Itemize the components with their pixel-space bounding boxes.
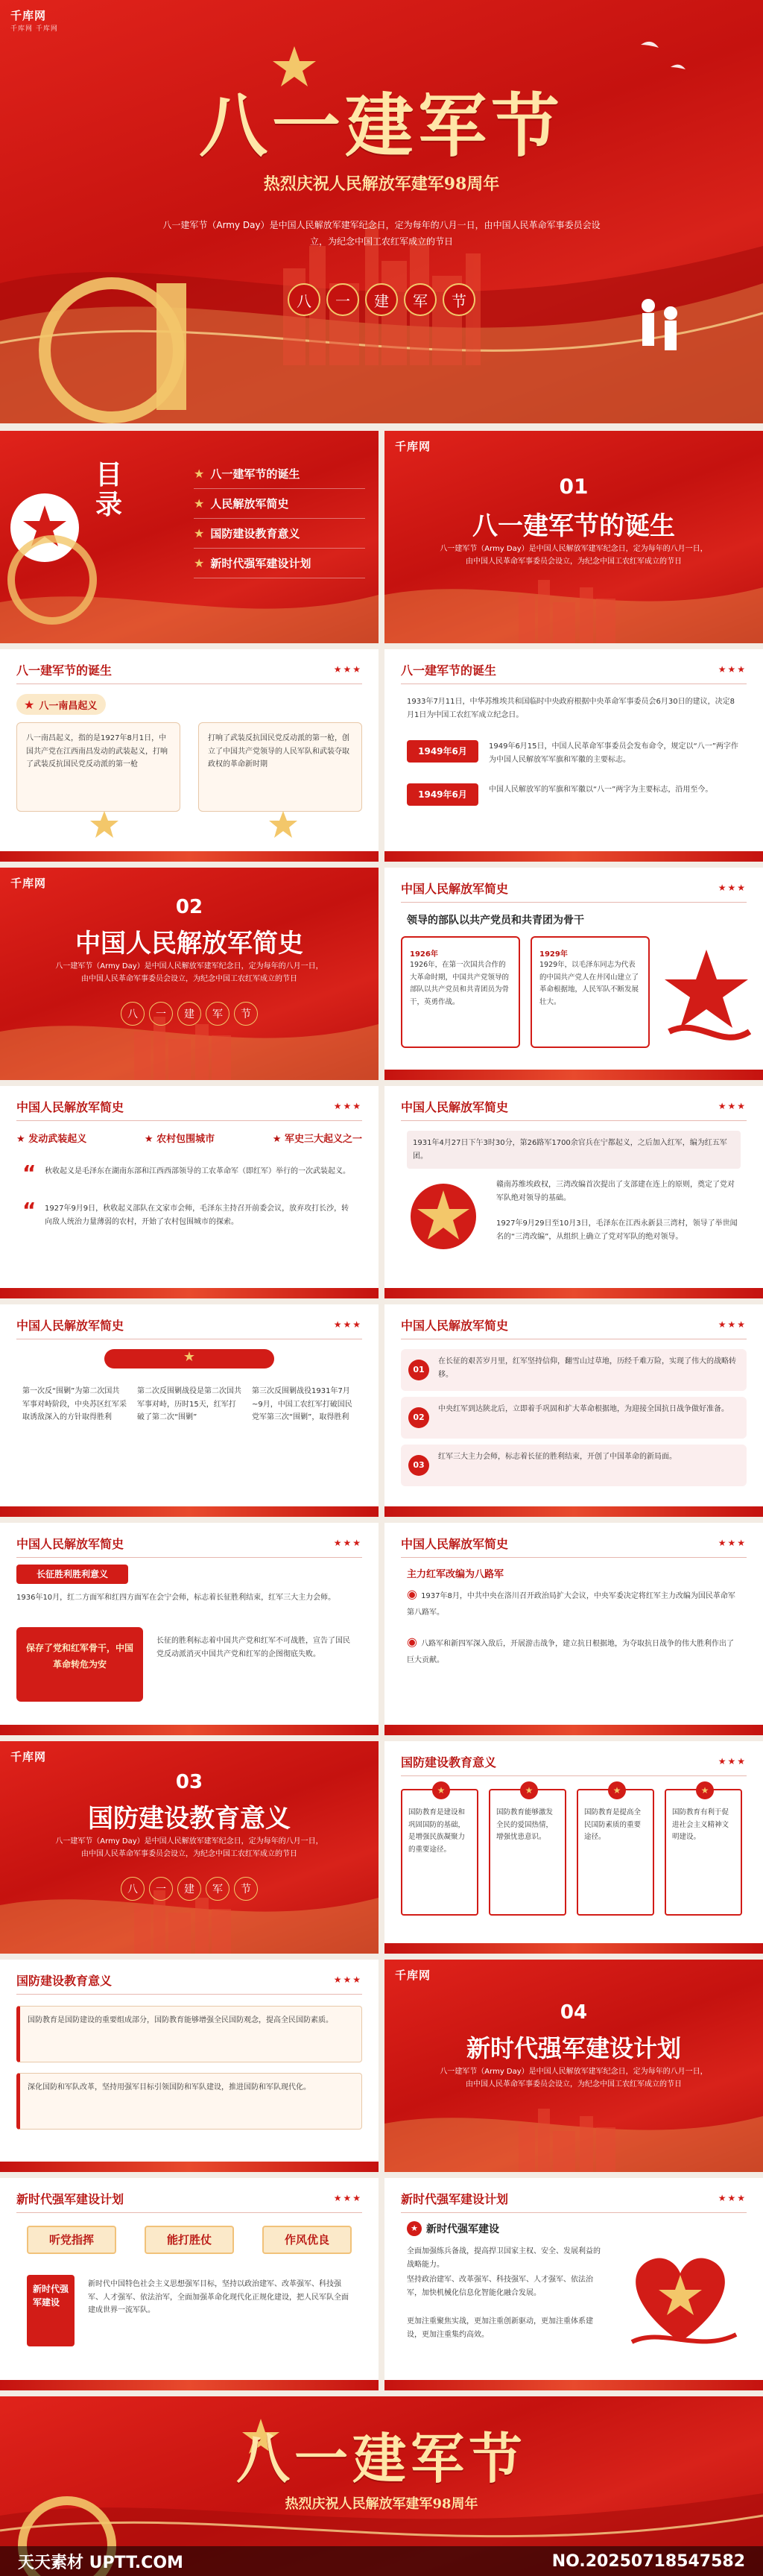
tag: ★ 发动武装起义 — [16, 1134, 87, 1145]
badge-char: 军 — [404, 283, 437, 316]
badge-char: 八 — [121, 1002, 145, 1026]
header-dots: ★★★ — [333, 1538, 362, 1548]
date-pill: 1949年6月 — [407, 740, 478, 763]
bottom-band — [0, 2380, 379, 2390]
badge-char: 八 — [288, 283, 320, 316]
badge-char: 节 — [234, 1877, 258, 1901]
section-badge — [107, 1877, 271, 1901]
card-text: 国防教育是提高全民国防素质的重要途径。 — [584, 1808, 642, 1842]
toc-item[interactable] — [194, 489, 365, 519]
item-text: 在长征的艰苦岁月里，红军坚持信仰，翻雪山过草地，历经千难万险，实现了伟大的战略转移。 — [438, 1357, 736, 1379]
section-title: 八一建军节的诞生 — [472, 511, 675, 541]
logo: 千库网 — [10, 877, 47, 890]
slide-p3 — [384, 868, 763, 1080]
slide-header: 新时代强军建设计划 — [401, 2192, 509, 2206]
cover-title: 八一建军节 — [198, 86, 564, 166]
header-dots: ★★★ — [333, 1319, 362, 1330]
star-icon: ★ — [24, 697, 35, 712]
cover-slide — [0, 0, 763, 423]
header-dots: ★★★ — [333, 664, 362, 675]
item-num: 02 — [408, 1407, 429, 1428]
item-text: 1937年8月，中共中央在洛川召开政治局扩大会议，中央军委决定将红军主力改编为国民革命军第八路军。 — [407, 1592, 735, 1617]
card — [401, 1785, 478, 1916]
section-desc: 八一建军节（Army Day）是中国人民解放军建军纪念日，定为每年的八月一日，由中国人民革命军事委员会设立，为纪念中国工农红军成立的节日 — [55, 1837, 323, 1858]
section-title: 国防建设教育意义 — [88, 1804, 291, 1834]
banner-text: 保存了党和红军骨干，中国革命转危为安 — [25, 1643, 133, 1670]
slide-p12 — [0, 2178, 379, 2390]
star-icon: ★ — [608, 1781, 626, 1799]
col-text: 第二次反围剿战役是第二次国共军事对峙，历时15天，红军打破了第二次“围剿” — [137, 1387, 241, 1421]
bottom-band — [384, 1943, 763, 1954]
badge-char: 建 — [177, 1002, 201, 1026]
header-dots: ★★★ — [718, 1101, 747, 1111]
box-text: 1926年，在第一次国共合作的大革命时期，中国共产党领导的部队以共产党员和共青团员为骨干，英勇作战。 — [410, 961, 510, 1006]
item-num: 01 — [408, 1360, 429, 1380]
slide-header: 中国人民解放军简史 — [16, 1100, 124, 1114]
bottom-band — [384, 1725, 763, 1735]
section-02-slide — [0, 868, 379, 1080]
badge-char: 军 — [206, 1002, 229, 1026]
slide-p6 — [0, 1304, 379, 1517]
card-left — [16, 722, 180, 812]
list-item — [407, 1587, 741, 1619]
subhead: 领导的部队以共产党员和共青团为骨干 — [407, 915, 584, 926]
slide-header: 国防建设教育意义 — [401, 1755, 497, 1770]
watermark-left: 天天素材 UPTT.COM — [18, 2553, 183, 2572]
bullet-icon: ◉ — [407, 1635, 417, 1649]
bullet-icon: ◉ — [407, 1587, 417, 1601]
bottom-band — [0, 1288, 379, 1298]
tag-label: 农村包围城市 — [156, 1134, 215, 1145]
item-text: 中央红军到达陕北后，立即着手巩固和扩大革命根据地，为迎接全国抗日战争做好准备。 — [438, 1405, 729, 1413]
slide-p10 — [384, 1741, 763, 1954]
badge-char: 八 — [121, 1877, 145, 1901]
col-text: 第一次反“围剿”为第二次国共军事对峙阶段，中央苏区红军采取诱敌深入的方针取得胜利 — [22, 1387, 127, 1421]
header-dots: ★★★ — [333, 1974, 362, 1985]
card-text: 国防教育有利于促进社会主义精神文明建设。 — [672, 1808, 729, 1842]
slide-header: 中国人民解放军简史 — [16, 1319, 124, 1333]
star-icon: ★ — [194, 526, 205, 540]
box-text: 深化国防和军队改革，坚持用强军目标引领国防和军队建设，推进国防和军队现代化。 — [28, 2083, 311, 2092]
header-line — [16, 2212, 362, 2213]
cover-subtitle: 热烈庆祝人民解放军建军98周年 — [263, 174, 500, 194]
toc-list — [194, 459, 365, 578]
item-num: 03 — [408, 1455, 429, 1476]
para: 长征的胜利标志着中国共产党和红军不可战胜，宣告了国民党反动派消灭中国共产党和红军的企图彻底失败。 — [156, 1637, 350, 1658]
toc-slide — [0, 431, 379, 643]
box-text: 1929年，以毛泽东同志为代表的中国共产党人在井冈山建立了革命根据地，人民军队不断发展壮大。 — [539, 961, 639, 1006]
section-number: 02 — [175, 896, 203, 918]
bottom-band — [0, 1506, 379, 1517]
star-icon: ★ — [183, 1349, 196, 1365]
slide-header: 中国人民解放军简史 — [401, 882, 509, 896]
header-line — [401, 1120, 747, 1121]
para: 全面加强练兵备战，提高捍卫国家主权、安全、发展利益的战略能力。 — [407, 2247, 601, 2269]
card — [665, 1785, 742, 1916]
row-text: 1949年6月15日，中国人民革命军事委员会发布命令，规定以“八一”两字作为中国人民解放军军旗和军徽的主要标志。 — [489, 742, 738, 764]
list-item — [407, 1635, 741, 1667]
slide-header: 八一建军节的诞生 — [16, 663, 113, 678]
red-box — [16, 1627, 143, 1702]
card — [489, 1785, 566, 1916]
ribbon-tag: 听党指挥 — [27, 2226, 116, 2254]
bottom-band — [0, 851, 379, 862]
star-icon — [89, 809, 119, 839]
slide-p8 — [0, 1523, 379, 1735]
tag-row — [16, 1131, 362, 1145]
subhead — [407, 2221, 499, 2236]
logo: 千库网 — [395, 1969, 431, 1982]
cover-decor — [0, 0, 763, 423]
info-box — [401, 936, 520, 1048]
star-icon: ★ — [194, 496, 205, 511]
logo: 千库网 — [10, 1750, 47, 1764]
star-icon: ★ — [520, 1781, 538, 1799]
slide-header: 中国人民解放军简史 — [16, 1537, 124, 1551]
slide-header: 八一建军节的诞生 — [401, 663, 497, 678]
para: 赣南苏维埃政权，三湾改编首次提出了支部建在连上的原则，奠定了党对军队绝对领导的基础。 — [496, 1181, 735, 1202]
section-desc: 八一建军节（Army Day）是中国人民解放军建军纪念日，定为每年的八月一日，由中国人民革命军事委员会设立，为纪念中国工农红军成立的节日 — [440, 2068, 708, 2089]
badge-char: 一 — [149, 1002, 173, 1026]
toc-item[interactable] — [194, 549, 365, 578]
section-number: 01 — [559, 474, 589, 499]
tag: ★ 军史三大起义之一 — [272, 1134, 362, 1145]
slide-p11 — [0, 1960, 379, 2172]
row-text: 中国人民解放军的军旗和军徽以“八一”两字为主要标志，沿用至今。 — [489, 786, 713, 794]
ribbon-tag: 作风优良 — [262, 2226, 352, 2254]
badge-char: 一 — [149, 1877, 173, 1901]
card-text: 八一南昌起义，指的是1927年8月1日，中国共产党在江西南昌发动的武装起义，打响了武装反抗国民党反动派的第一枪 — [26, 734, 168, 768]
tag-label: 发动武装起义 — [28, 1134, 87, 1145]
cover-intro: 八一建军节（Army Day）是中国人民解放军建军纪念日，定为每年的八月一日，由中国人民革命军事委员会设立，为纪念中国工农红军成立的节日 — [162, 220, 601, 247]
header-line — [401, 902, 747, 903]
col-text: 第三次反围剿战役1931年7月~9月，中国工农红军打破国民党军第三次“围剿”，取得胜利 — [252, 1387, 352, 1421]
slide-p13 — [384, 2178, 763, 2390]
quote-icon: “ — [22, 1198, 37, 1222]
header-dots: ★★★ — [718, 1538, 747, 1548]
list-item — [401, 1349, 747, 1391]
text-box — [16, 2006, 362, 2062]
badge-char: 建 — [365, 283, 398, 316]
section-01-slide — [384, 431, 763, 643]
header-line — [16, 1120, 362, 1121]
toc-item[interactable] — [194, 519, 365, 549]
header-dots: ★★★ — [718, 2193, 747, 2203]
logo: 千库网 千库网 千库网 — [10, 9, 58, 33]
header-dots: ★★★ — [718, 664, 747, 675]
outro-title: 八一建军节 — [235, 2427, 527, 2490]
para: 更加注重聚焦实战，更加注重创新驱动，更加注重体系建设，更加注重集约高效。 — [407, 2317, 593, 2339]
star-icon: ★ — [407, 2221, 422, 2236]
para: 秋收起义是毛泽东在湖南东部和江西西部领导的工农革命军（即红军）举行的一次武装起义。 — [45, 1167, 350, 1175]
slide-p7 — [384, 1304, 763, 1517]
bottom-band — [384, 1506, 763, 1517]
heart-star-icon — [617, 2230, 744, 2357]
section-03-slide — [0, 1741, 379, 1954]
slide-p2 — [384, 649, 763, 862]
section-title: 中国人民解放军简史 — [75, 929, 303, 959]
side-label-box — [27, 2275, 75, 2346]
text-box — [16, 2073, 362, 2130]
bottom-band — [384, 851, 763, 862]
slide-header: 新时代强军建设计划 — [16, 2192, 124, 2206]
section-number: 04 — [560, 2001, 588, 2024]
item-text: 红军三大主力会师，标志着长征的胜利结束，开创了中国革命的新局面。 — [438, 1453, 677, 1461]
info-box — [531, 936, 650, 1048]
list-item — [401, 1397, 747, 1439]
section-title: 新时代强军建设计划 — [466, 2034, 681, 2062]
subhead — [16, 694, 106, 715]
slide-p9 — [384, 1523, 763, 1735]
box-year: 1929年 — [539, 950, 568, 959]
para: 1936年10月，红二方面军和红四方面军在会宁会师，标志着长征胜利结束，红军三大主力会师。 — [16, 1594, 336, 1602]
slide-header: 中国人民解放军简史 — [401, 1537, 509, 1551]
list-item — [401, 1445, 747, 1486]
card — [577, 1785, 654, 1916]
logo: 千库网 — [395, 440, 431, 453]
star-ribbon-icon — [662, 942, 751, 1054]
card-right — [198, 722, 362, 812]
ribbon-tag: 能打胜仗 — [145, 2226, 234, 2254]
star-icon — [268, 809, 298, 839]
header-dots: ★★★ — [718, 1756, 747, 1767]
bottom-band — [384, 2380, 763, 2390]
tag: ★ 农村包围城市 — [144, 1134, 215, 1145]
badge-char: 建 — [177, 1877, 201, 1901]
header-dots: ★★★ — [333, 2193, 362, 2203]
subhead-pill: 长征胜利胜利意义 — [16, 1565, 128, 1584]
bottom-band — [384, 1288, 763, 1298]
card-text: 国防教育能够激发全民的爱国热情，增强忧患意识。 — [496, 1808, 554, 1842]
header-line — [16, 1557, 362, 1558]
date-pill: 1949年6月 — [407, 783, 478, 806]
star-icon: ★ — [194, 556, 205, 570]
slide-header: 中国人民解放军简史 — [401, 1100, 509, 1114]
toc-item-label: 八一建军节的诞生 — [210, 467, 300, 481]
para: 1927年9月9日，秋收起义部队在文家市会师，毛泽东主持召开前委会议，放弃攻打长沙，转向敌人统治力量薄弱的农村，开始了农村包围城市的探索。 — [45, 1205, 349, 1226]
star-icon: ★ — [432, 1781, 450, 1799]
toc-item-label: 国防建设教育意义 — [210, 527, 300, 540]
side-label: 新时代强军建设 — [33, 2284, 69, 2308]
slide-header: 国防建设教育意义 — [16, 1974, 113, 1988]
toc-label: 目录 — [95, 459, 123, 520]
para: 1927年9月29日至10月3日，毛泽东在江西永新县三湾村，领导了举世闻名的“三湾改编”，从组织上确立了党对军队的绝对领导。 — [496, 1219, 738, 1241]
header-dots: ★★★ — [333, 1101, 362, 1111]
box-year: 1926年 — [410, 950, 438, 959]
section-badge — [107, 1002, 271, 1026]
badge-char: 军 — [206, 1877, 229, 1901]
section-number: 03 — [175, 1771, 203, 1793]
subhead-label: 新时代强军建设 — [426, 2223, 499, 2235]
tag-label: 军史三大起义之一 — [284, 1134, 362, 1145]
bottom-band — [0, 2162, 379, 2172]
para: 新时代中国特色社会主义思想强军目标，坚持以政治建军、改革强军、科技强军、人才强军、依法治军，全面加强革命化现代化正规化建设，把人民军队全面建成世界一流军队。 — [88, 2280, 349, 2314]
header-line — [401, 1557, 747, 1558]
badge-char: 一 — [326, 283, 359, 316]
header-line — [16, 1994, 362, 1995]
header-line — [401, 1775, 747, 1776]
bottom-band — [384, 1070, 763, 1080]
toc-item[interactable] — [194, 459, 365, 489]
section-desc: 八一建军节（Army Day）是中国人民解放军建军纪念日，定为每年的八月一日，由中国人民革命军事委员会设立，为纪念中国工农红军成立的节日 — [55, 962, 323, 983]
watermark-bar — [0, 2546, 763, 2576]
star-icon: ★ — [194, 467, 205, 481]
bottom-band — [0, 1725, 379, 1735]
toc-item-label: 新时代强军建设计划 — [210, 557, 311, 570]
outro-slide — [0, 2396, 763, 2576]
header-dots: ★★★ — [718, 1319, 747, 1330]
watermark-right: NO.20250718547582 — [551, 2551, 745, 2571]
subhead: 主力红军改编为八路军 — [407, 1569, 504, 1580]
badge-char: 节 — [443, 283, 475, 316]
box-text: 国防教育是国防建设的重要组成部分，国防教育能够增强全民国防观念，提高全民国防素质。 — [28, 2016, 333, 2024]
section-desc: 八一建军节（Army Day）是中国人民解放军建军纪念日，定为每年的八月一日，由中国人民革命军事委员会设立，为纪念中国工农红军成立的节日 — [440, 545, 708, 566]
header-dots: ★★★ — [718, 883, 747, 893]
slide-header: 中国人民解放军简史 — [401, 1319, 509, 1333]
item-text: 八路军和新四军深入敌后，开展游击战争，建立抗日根据地，为夺取抗日战争的伟大胜利作出了巨大贡献。 — [407, 1640, 735, 1664]
badge-char: 节 — [234, 1002, 258, 1026]
toc-item-label: 人民解放军简史 — [210, 497, 289, 511]
star-icon: ★ — [696, 1781, 714, 1799]
para: 坚持政治建军、改革强军、科技强军、人才强军、依法治军，加快机械化信息化智能化融合发展。 — [407, 2276, 593, 2297]
slide-p4 — [0, 1086, 379, 1298]
card-text: 国防教育是建设和巩固国防的基础，是增强民族凝聚力的重要途径。 — [408, 1808, 466, 1854]
slide-p1 — [0, 649, 379, 862]
quote-icon: “ — [22, 1161, 37, 1185]
section-04-slide — [384, 1960, 763, 2172]
cover-badge — [283, 283, 480, 316]
intro-text: 1933年7月11日，中华苏维埃共和国临时中央政府根据中央革命军事委员会6月30日的建议，决定8月1日为中国工农红军成立纪念日。 — [407, 698, 735, 719]
card-text: 打响了武装反抗国民党反动派的第一枪，创立了中国共产党领导的人民军队和武装夺取政权的革命新时期 — [208, 734, 349, 768]
slide-p5 — [384, 1086, 763, 1298]
outro-subtitle: 热烈庆祝人民解放军建军98周年 — [285, 2496, 478, 2512]
para: 1931年4月27日下午3时30分，第26路军1700余官兵在宁都起义，之后加入红军，编为红五军团。 — [407, 1131, 741, 1169]
header-line — [401, 2212, 747, 2213]
star-icon — [402, 1175, 484, 1257]
subhead-label: 八一南昌起义 — [39, 700, 98, 712]
